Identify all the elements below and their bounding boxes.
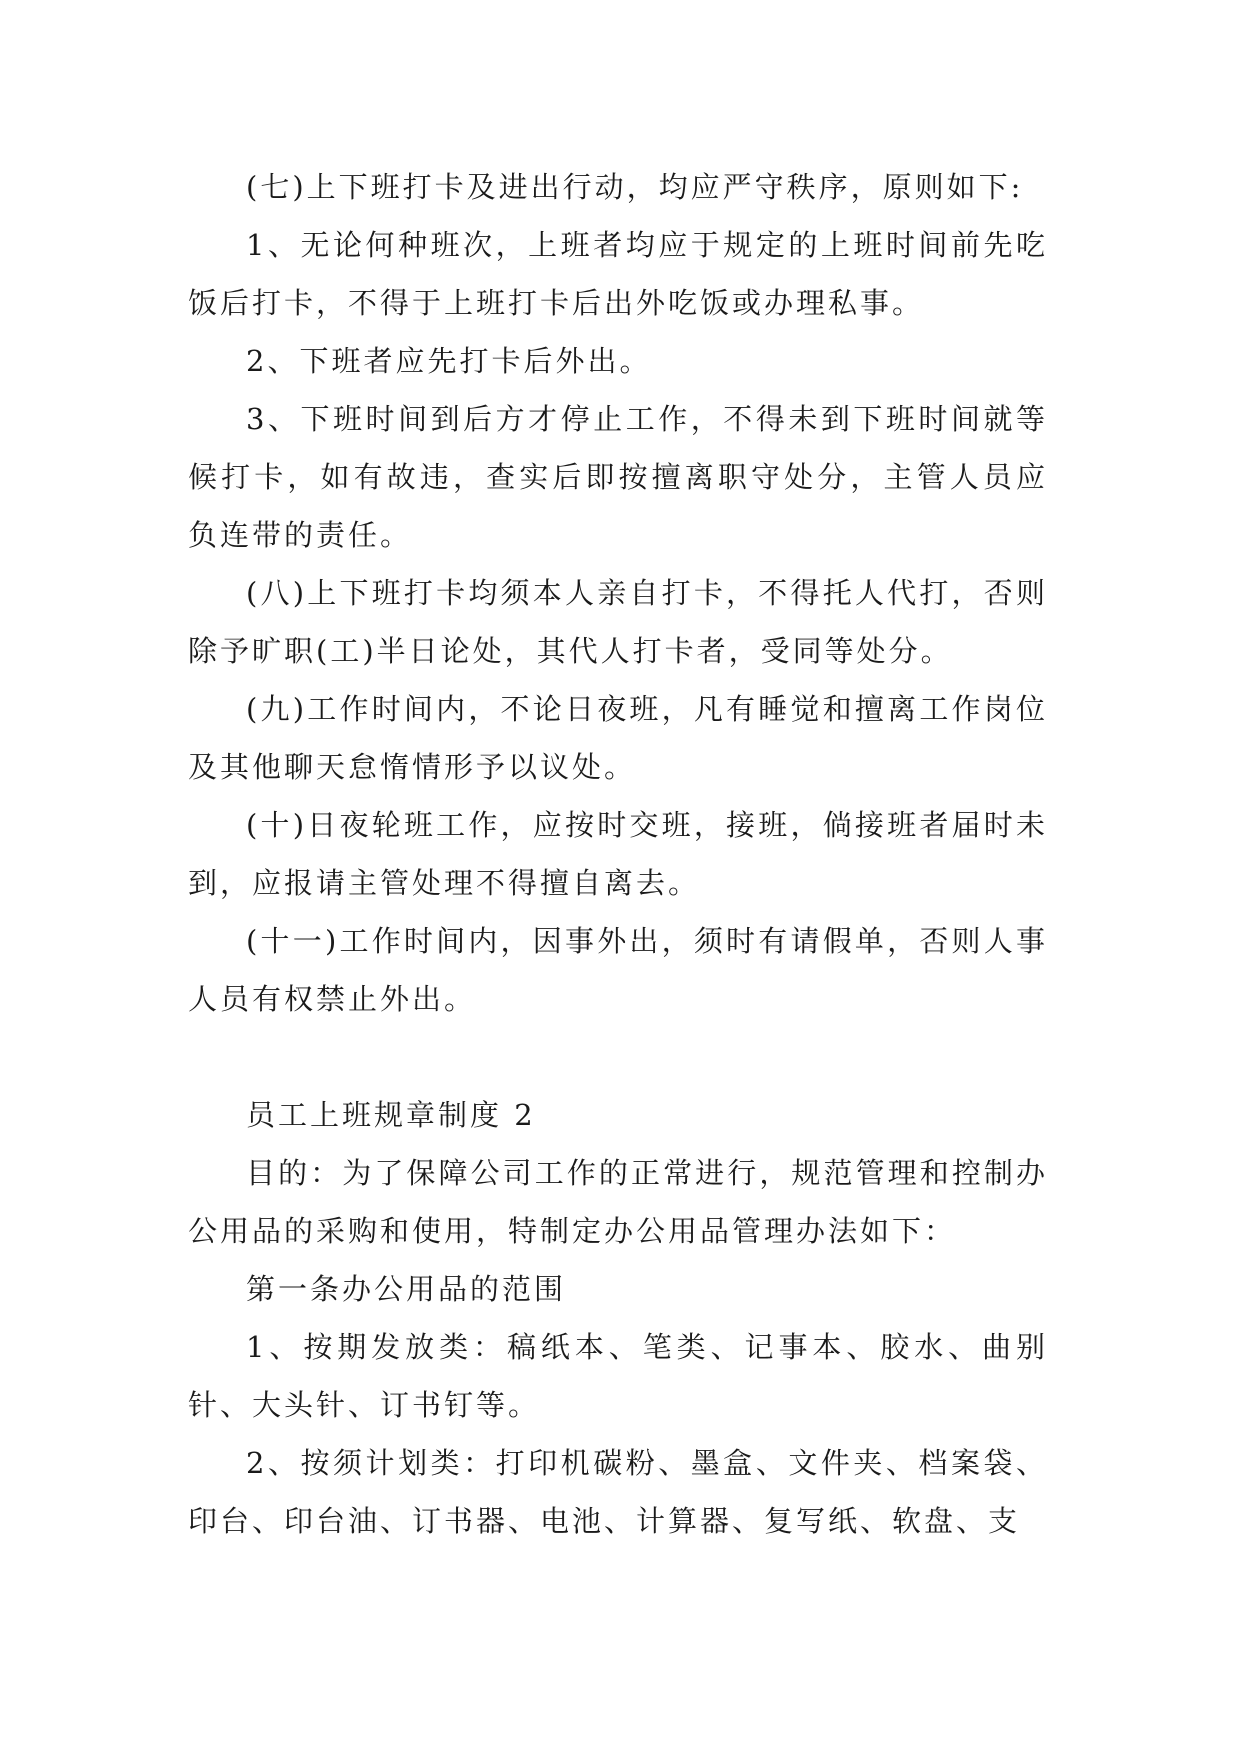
paragraph-article-1: 第一条办公用品的范围 — [246, 1272, 567, 1306]
document-body — [188, 158, 1048, 1550]
paragraph-planned-supplies: 2、按须计划类：打印机碳粉、墨盒、文件夹、档案袋、印台、印台油、订书器、电池、计算器、复写纸、软盘、支 — [188, 1446, 1048, 1538]
paragraph-clause-8: (八)上下班打卡均须本人亲自打卡，不得托人代打，否则除予旷职(工)半日论处，其代人打卡者，受同等处分。 — [188, 576, 1048, 668]
paragraph-clause-11: (十一)工作时间内，因事外出，须时有请假单，否则人事人员有权禁止外出。 — [188, 924, 1048, 1016]
paragraph-clause-10: (十)日夜轮班工作，应按时交班，接班，倘接班者届时未到，应报请主管处理不得擅自离去。 — [188, 808, 1048, 900]
paragraph-item-2: 2、下班者应先打卡后外出。 — [246, 344, 652, 378]
paragraph-clause-9: (九)工作时间内，不论日夜班，凡有睡觉和擅离工作岗位及其他聊天怠惰情形予以议处。 — [188, 692, 1048, 784]
paragraph-clause-7: (七)上下班打卡及进出行动，均应严守秩序，原则如下: — [246, 170, 1024, 204]
paragraph-periodic-supplies: 1、按期发放类：稿纸本、笔类、记事本、胶水、曲别针、大头针、订书钉等。 — [188, 1330, 1048, 1422]
section-title: 员工上班规章制度 2 — [246, 1098, 536, 1132]
section-gap — [188, 1028, 1048, 1086]
paragraph-item-3: 3、下班时间到后方才停止工作，不得未到下班时间就等候打卡，如有故违，查实后即按擅离职守处分，主管人员应负连带的责任。 — [188, 402, 1048, 552]
paragraph-item-1: 1、无论何种班次，上班者均应于规定的上班时间前先吃饭后打卡，不得于上班打卡后出外吃饭或办理私事。 — [188, 228, 1048, 320]
paragraph-purpose: 目的：为了保障公司工作的正常进行，规范管理和控制办公用品的采购和使用，特制定办公用品管理办法如下： — [188, 1156, 1048, 1248]
